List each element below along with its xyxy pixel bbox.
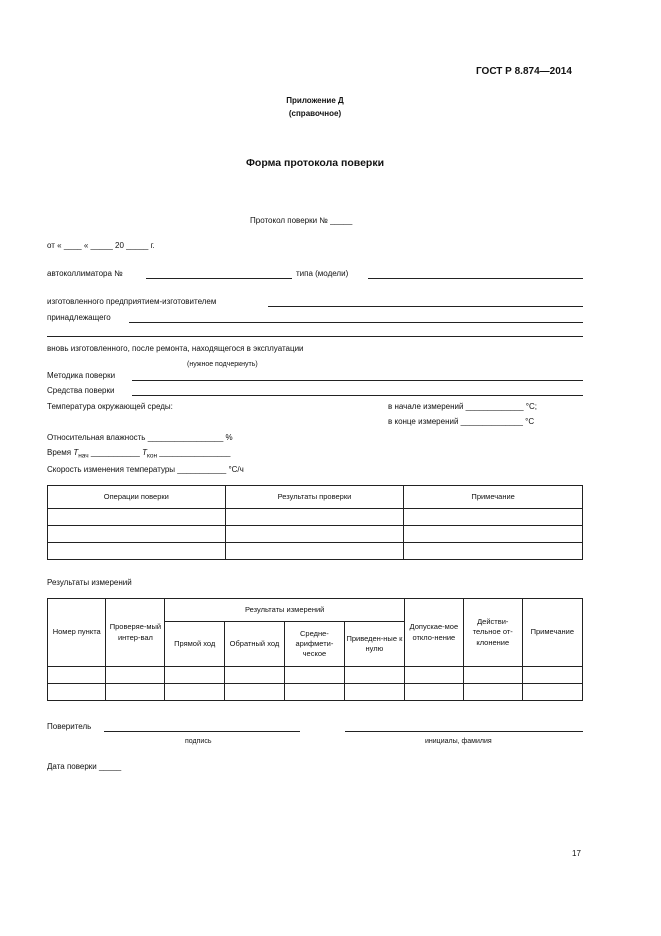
time-end-sub: кон xyxy=(146,452,158,460)
col-interval: Проверяе-мый интер-вал xyxy=(106,599,165,667)
results-table xyxy=(47,598,583,701)
protocol-number: Протокол поверки № _____ xyxy=(250,216,353,225)
results-title: Результаты измерений xyxy=(47,578,132,587)
means-label: Средства поверки xyxy=(47,386,115,395)
manufacturer-field[interactable] xyxy=(268,306,583,307)
rate-line: Скорость изменения температуры ___________ °С/ч xyxy=(47,465,244,474)
time-start-symbol: T xyxy=(73,448,79,457)
signature-field[interactable] xyxy=(104,731,300,732)
ops-header-note: Примечание xyxy=(404,486,583,509)
col-note: Примечание xyxy=(522,599,582,667)
appendix-type: (справочное) xyxy=(288,109,342,118)
table-row xyxy=(48,667,583,684)
col-allowed: Допускае-мое откло-нение xyxy=(404,599,463,667)
col-reduced: Приведен-ные к нулю xyxy=(344,622,404,667)
method-field[interactable] xyxy=(132,380,583,381)
ops-header-results: Результаты проверки xyxy=(225,486,404,509)
owner-field-line2[interactable] xyxy=(47,336,583,337)
state-line: вновь изготовленного, после ремонта, находящегося в эксплуатации xyxy=(47,344,304,353)
time-end-symbol: T xyxy=(142,448,147,457)
table-row xyxy=(48,684,583,701)
col-reverse: Обратный ход xyxy=(224,622,284,667)
time-line xyxy=(47,448,231,460)
ops-header-operations: Операции поверки xyxy=(48,486,226,509)
time-start-field[interactable]: ___________ xyxy=(88,448,140,457)
verification-date: Дата поверки _____ xyxy=(47,762,122,771)
page-title: Форма протокола поверки xyxy=(245,157,385,169)
temperature-end: в конце измерений ______________ °С xyxy=(388,417,535,426)
time-start-sub: нач xyxy=(78,452,89,460)
initials-caption: инициалы, фамилия xyxy=(425,738,492,745)
autocollimator-label: автоколлиматора № xyxy=(47,269,123,278)
table-row xyxy=(48,543,583,560)
page-number: 17 xyxy=(572,849,581,858)
type-label: типа (модели) xyxy=(296,269,349,278)
document-code: ГОСТ Р 8.874—2014 xyxy=(476,66,572,77)
autocollimator-field[interactable] xyxy=(146,278,292,279)
type-field[interactable] xyxy=(368,278,583,279)
means-field[interactable] xyxy=(132,395,583,396)
temperature-start: в начале измерений _____________ °С; xyxy=(388,402,537,411)
operations-table xyxy=(47,485,583,560)
humidity-line: Относительная влажность _________________ % xyxy=(47,433,233,442)
manufacturer-label: изготовленного предприятием-изготовителем xyxy=(47,297,217,306)
col-direct: Прямой ход xyxy=(165,622,225,667)
col-point: Номер пункта xyxy=(48,599,106,667)
table-row xyxy=(48,526,583,543)
time-label: Время xyxy=(47,448,72,457)
col-mean: Средне-арифмети-ческое xyxy=(284,622,344,667)
col-actual: Действи-тельное от-клонение xyxy=(463,599,522,667)
initials-field[interactable] xyxy=(345,731,583,732)
owner-label: принадлежащего xyxy=(47,313,111,322)
underline-note: (нужное подчеркнуть) xyxy=(187,361,258,368)
col-results-group: Результаты измерений xyxy=(165,599,404,622)
owner-field[interactable] xyxy=(129,322,583,323)
temperature-label: Температура окружающей среды: xyxy=(47,402,173,411)
table-row xyxy=(48,509,583,526)
signature-caption: подпись xyxy=(185,738,212,745)
appendix-label: Приложение Д xyxy=(286,96,344,105)
verifier-label: Поверитель xyxy=(47,722,92,731)
protocol-date: от « ____ « _____ 20 _____ г. xyxy=(47,241,155,250)
time-end-field[interactable]: ________________ xyxy=(157,448,231,457)
method-label: Методика поверки xyxy=(47,371,116,380)
